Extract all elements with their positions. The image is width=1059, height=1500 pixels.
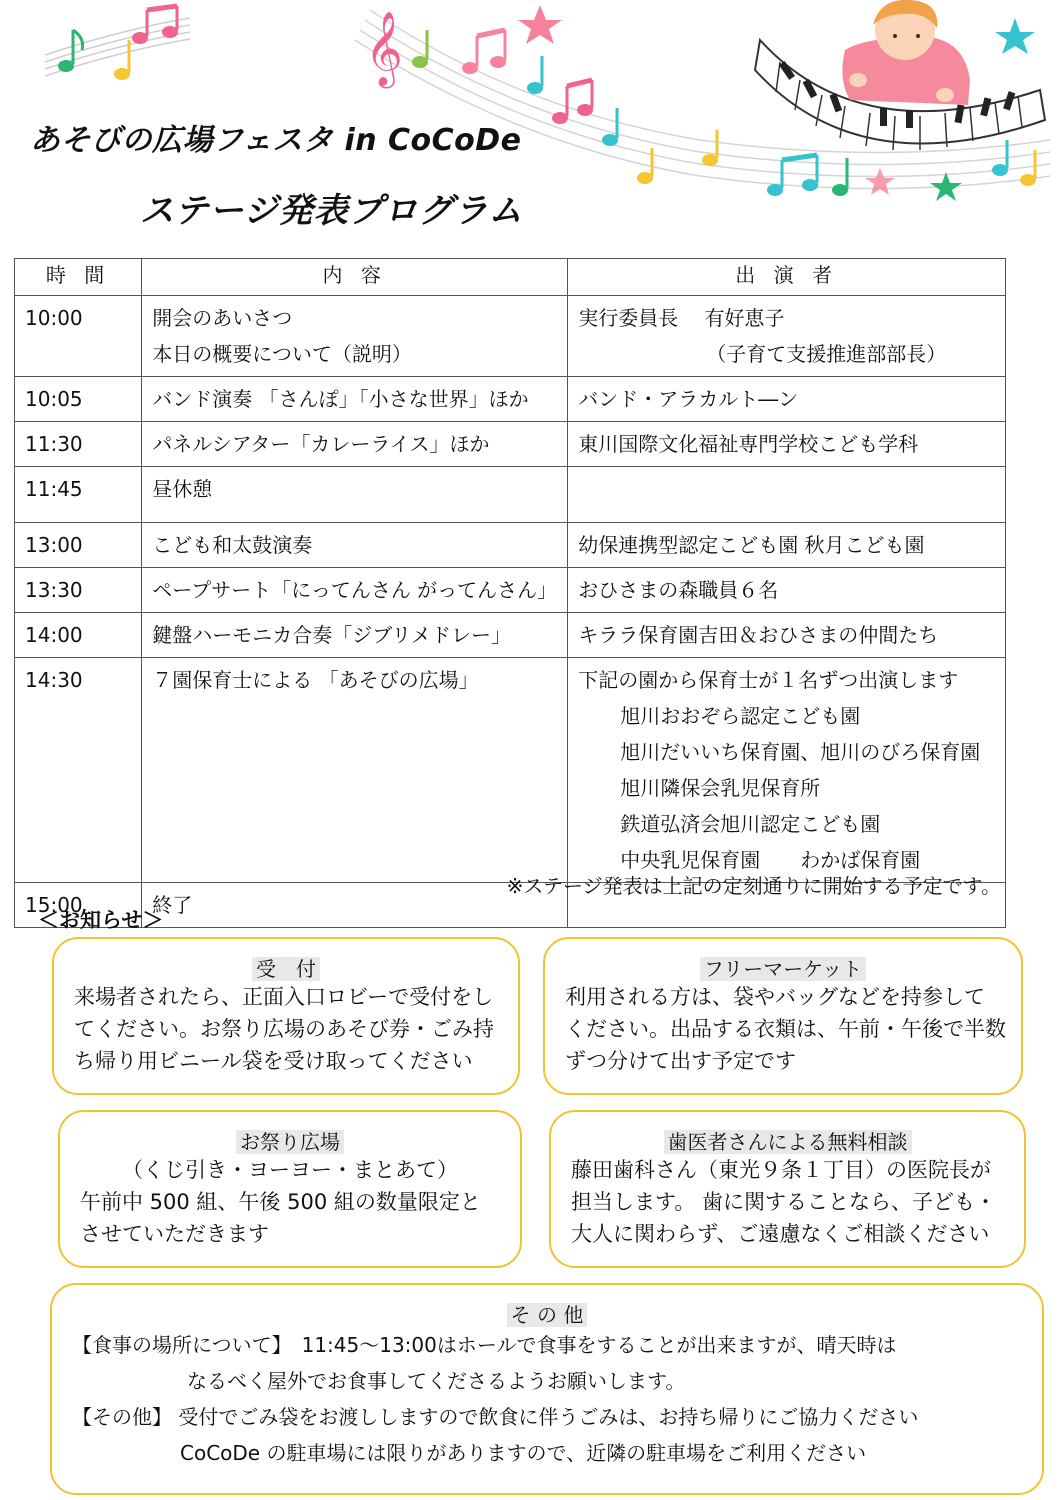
performer-cell: おひさまの森職員６名 [568,568,1006,613]
festival-plaza-box [58,1110,522,1268]
dental-consultation-box [549,1110,1026,1268]
content-cell: 鍵盤ハーモニカ合奏「ジブリメドレー」 [142,613,568,658]
schedule-note: ※ステージ発表は上記の定刻通りに開始する予定です。 [506,874,1001,898]
child-pianist-illustration [842,0,970,105]
box-body: 藤田歯科さん（東光９条１丁目）の医院長が 担当します。 歯に関することなら、子ども・ 大人に関わらず、ご遠慮なくご相談ください [571,1158,996,1246]
box-title: そ の 他 [52,1299,1042,1327]
time-cell: 11:45 [15,467,142,523]
program-table [14,258,1006,928]
time-cell: 15:00 [15,883,142,928]
performer-cell: バンド・アラカルト―ン [568,377,1006,422]
flea-market-box [543,937,1023,1095]
event-title: あそびの広場フェスタ in CoCoDe [30,123,522,158]
box-title: フリーマーケット [545,953,1021,981]
table-row [15,568,1006,613]
header [0,0,1059,250]
box-body: 利用される方は、袋やバッグなどを持参して ください。出品する衣類は、午前・午後で半数 ずつ分けて出す予定です [565,985,1006,1073]
content-cell: バンド演奏 「さんぽ」「小さな世界」ほか [142,377,568,422]
content-cell: パネルシアター「カレーライス」ほか [142,422,568,467]
performer-cell [568,467,1006,523]
table-row [15,613,1006,658]
reception-box [52,937,520,1095]
time-cell: 10:00 [15,296,142,377]
treble-clef-icon: 𝄞 [365,12,403,86]
content-cell: 終了 [142,883,568,928]
box-body: 【食事の場所について】 11:45～13:00はホールで食事をすることが出来ますが、晴天時は なるべく屋外でお食事してくださるようお願いします。 【その他】 受付でごみ袋をお渡ししますので飲食に伴うごみは、お持ち帰りにご協力ください CoCoDe の駐車場には限りがありますので、近隣の駐車場をご利用ください [72,1333,919,1465]
performer-cell: 東川国際文化福祉専門学校こども学科 [568,422,1006,467]
program-title: ステージ発表プログラム [140,191,524,231]
table-row [15,523,1006,568]
table-row [15,467,1006,523]
content-cell: 昼休憩 [142,467,568,523]
column-header-time: 時 間 [15,259,142,296]
performer-cell: 幼保連携型認定こども園 秋月こども園 [568,523,1006,568]
music-note-icon [58,6,178,80]
time-cell: 14:30 [15,658,142,883]
time-cell: 14:00 [15,613,142,658]
time-cell: 13:30 [15,568,142,613]
table-row [15,422,1006,467]
content-cell: こども和太鼓演奏 [142,523,568,568]
table-row [15,658,1006,883]
time-cell: 13:00 [15,523,142,568]
time-cell: 10:05 [15,377,142,422]
column-header-content: 内 容 [142,259,568,296]
box-title: 歯医者さんによる無料相談 [551,1126,1024,1154]
table-row [15,296,1006,377]
performer-cell: 実行委員長 有好恵子 （子育て支援推進部部長） [568,296,1006,377]
other-info-box [50,1283,1044,1495]
star-icon [995,18,1035,54]
column-header-performer: 出 演 者 [568,259,1006,296]
table-row [15,377,1006,422]
box-body: （くじ引き・ヨーヨー・まとあて） 午前中 500 組、午後 500 組の数量限定と させていただきます [80,1158,481,1246]
notices-heading: ＜お知らせ＞ [38,908,164,932]
table-header-row [15,259,1006,296]
time-cell: 11:30 [15,422,142,467]
content-cell: ７園保育士による 「あそびの広場」 [142,658,568,883]
content-cell: 開会のあいさつ 本日の概要について（説明） [142,296,568,377]
performer-cell: 下記の園から保育士が１名ずつ出演します 旭川おおぞら認定こども園 旭川だいいち保育園、旭川のびろ保育園 旭川隣保会乳児保育所 鉄道弘済会旭川認定こども園 中央乳児保育園 わかば保育園 [568,658,1006,883]
box-title: 受 付 [54,953,518,981]
content-cell: ペープサート「にってんさん がってんさん」 [142,568,568,613]
box-title: お祭り広場 [60,1126,520,1154]
star-icon [518,5,562,44]
performer-cell: キララ保育園吉田＆おひさまの仲間たち [568,613,1006,658]
box-body: 来場者されたら、正面入口ロビーで受付をし てください。お祭り広場のあそび券・ごみ持 ち帰り用ビニール袋を受け取ってください [74,985,494,1073]
star-icon [865,168,895,195]
